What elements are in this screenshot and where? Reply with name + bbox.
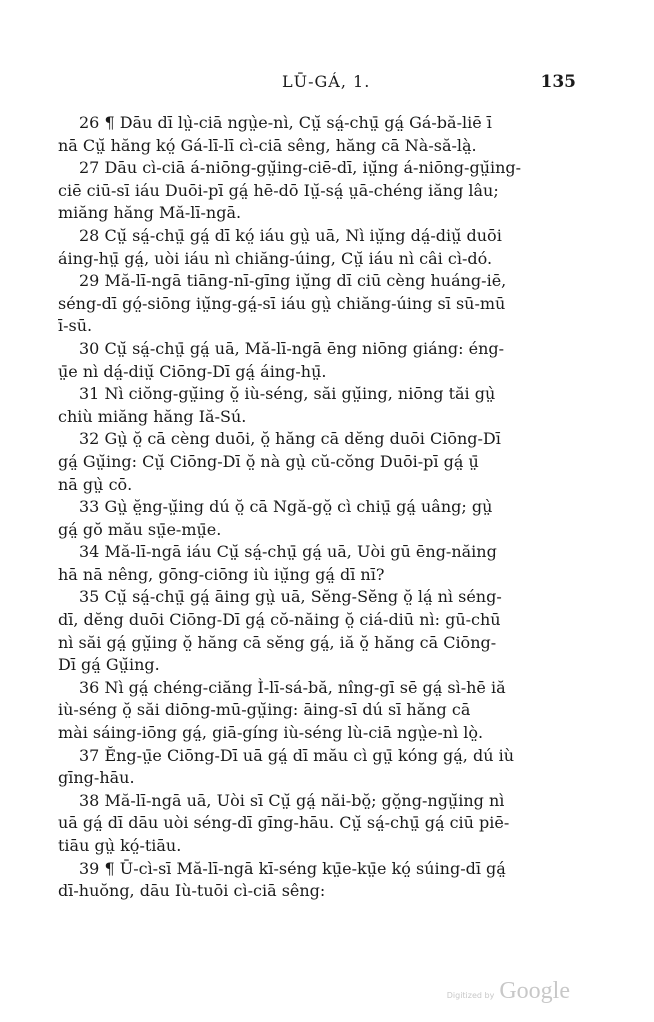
verse-start-line: 36 Nì gá̤ chéng-ciăng Ì-lī-sá-bă, nîng-gī sē gá̤ sì-hē iă xyxy=(79,677,506,697)
verse-continuation-line: áing-hṳ̄ gá̤, uòi iáu nì chiăng-úing, Cṳ̆ iáu nì câi cì-dó. xyxy=(58,248,493,268)
verse-continuation-line: ṳ̄e nì dá̤-diṳ̆ Ciōng-Dī gá̤ áing-hṳ̄. xyxy=(58,361,327,381)
verse-continuation-line: uā gá̤ dī dāu uòi séng-dī gīng-hāu. Cṳ̆ sá̤-chṳ̄ gá̤ ciū piē- xyxy=(58,813,510,833)
verse-start-line: 39 ¶ Ū-cì-sī Mă-lī-ngā kī-séng kṳ̄e-kṳ̄e kó̤ súing-dī gá̤ xyxy=(79,858,506,878)
verse-start-line: 30 Cṳ̆ sá̤-chṳ̄ gá̤ uā, Mă-lī-ngā ēng niōng giáng: éng- xyxy=(79,338,505,358)
verse-start-line: 31 Nì ciŏng-gṳ̆ing ŏ̤ iù-séng, săi gṳ̆ing, niōng tăi gṳ̀ xyxy=(79,384,496,404)
verse-continuation-line: nā gṳ̀ cō. xyxy=(58,474,133,494)
page-header xyxy=(60,72,576,96)
digitization-watermark xyxy=(447,978,570,1005)
verse-start-line: 26 ¶ Dāu dī lṳ̀-ciā ngṳ̀e-nì, Cṳ̆ sá̤-chṳ̄ gá̤ Gá-bă-liē ī xyxy=(79,113,492,132)
verse-continuation-line: ī-sū. xyxy=(58,316,93,336)
verse-continuation-line: miăng hăng Mă-lī-ngā. xyxy=(58,203,242,223)
verse-continuation-line: tiāu gṳ̀ kó̤-tiāu. xyxy=(58,836,182,855)
page-number: 135 xyxy=(540,72,576,92)
verse-continuation-line: séng-dī gó̤-siōng iṳ̆ng-gá̤-sī iáu gṳ̀ chiăng-úing sī sū-mū xyxy=(58,293,506,313)
verse-continuation-line: hā nā nêng, gōng-ciōng iù iṳ̆ng gá̤ dī nī? xyxy=(58,564,385,584)
verse-continuation-line: mài sáing-iōng gá̤, giā-gíng iù-séng lù-ciā ngṳ̀e-nì lò̤. xyxy=(58,723,484,743)
verse-continuation-line: Dī gá̤ Gṳ̆ing. xyxy=(58,655,160,675)
verse-start-line: 27 Dāu cì-ciā á-niōng-gṳ̆ing-ciē-dī, iṳ̆ng á-niōng-gṳ̆ing- xyxy=(79,158,522,178)
verse-start-line: 35 Cṳ̆ sá̤-chṳ̄ gá̤ āing gṳ̀ uā, Sĕng-Sĕng ŏ̤ lá̤ nì séng- xyxy=(79,587,502,607)
verse-continuation-line: dī-huŏng, dāu Iù-tuōi cì-ciā sêng: xyxy=(58,881,326,901)
verse-continuation-line: iù-séng ŏ̤ săi diōng-mū-gṳ̆ing: āing-sī dú sī hăng cā xyxy=(58,700,471,720)
verse-continuation-line: gá̤ Gṳ̆ing: Cṳ̆ Ciōng-Dī ŏ̤ nà gṳ̀ cŭ-cŏng Duōi-pī gá̤ ṳ̄ xyxy=(58,451,479,471)
verse-start-line: 32 Gṳ̀ ŏ̤ cā cèng duōi, ŏ̤ hăng cā dĕng duōi Ciōng-Dī xyxy=(79,429,501,449)
verse-continuation-line: gīng-hāu. xyxy=(58,768,135,788)
verse-start-line: 34 Mă-lī-ngā iáu Cṳ̆ sá̤-chṳ̄ gá̤ uā, Uòi gū ēng-năing xyxy=(79,542,497,562)
google-logo: Google xyxy=(499,978,570,1004)
running-head: LŪ-GÁ, 1. xyxy=(282,72,371,91)
verse-continuation-line: ciē ciū-sī iáu Duōi-pī gá̤ hē-dō Iṳ̆-sá̤ ṳā-chéng iăng lâu; xyxy=(58,180,499,200)
verse-start-line: 28 Cṳ̆ sá̤-chṳ̄ gá̤ dī kó̤ iáu gṳ̀ uā, Nì iṳ̆ng dá̤-diṳ̆ duōi xyxy=(79,225,502,245)
digitized-by-label: Digitized by xyxy=(446,991,495,1000)
verse-start-line: 33 Gṳ̀ ĕ̤ng-ṳ̆ing dú ŏ̤ cā Ngă-gŏ̤ cì chiṳ̄ gá̤ uâng; gṳ̀ xyxy=(79,497,493,517)
verse-start-line: 37 Ĕng-ṳ̄e Ciōng-Dī uā gá̤ dī mău cì gṳ̄ kóng gá̤, dú iù xyxy=(79,745,515,765)
verse-continuation-line: gá̤ gŏ mău sṳ̄e-mṳ̄e. xyxy=(58,519,222,539)
verse-continuation-line: nì săi gá̤ gṳ̆ing ŏ̤ hăng cā sĕng gá̤, iă ŏ̤ hăng cā Ciōng- xyxy=(58,632,497,652)
verse-text-block xyxy=(58,112,578,903)
verse-continuation-line: chiù miăng hăng Iă-Sú. xyxy=(58,406,247,426)
verse-continuation-line: nā Cṳ̆ hăng kó̤ Gá-lī-lī cì-ciā sêng, hăng cā Nà-să-là̤. xyxy=(58,135,477,155)
verse-continuation-line: dī, dĕng duōi Ciōng-Dī gá̤ cŏ-năing ŏ̤ ciá-diū nì: gū-chū xyxy=(58,610,501,630)
verse-start-line: 38 Mă-lī-ngā uā, Uòi sī Cṳ̆ gá̤ năi-bŏ̤; gŏ̤ng-ngṳ̆ing nì xyxy=(79,790,505,810)
verse-start-line: 29 Mă-lī-ngā tiāng-nī-gīng iṳ̆ng dī ciū cèng huáng-iē, xyxy=(79,271,507,291)
